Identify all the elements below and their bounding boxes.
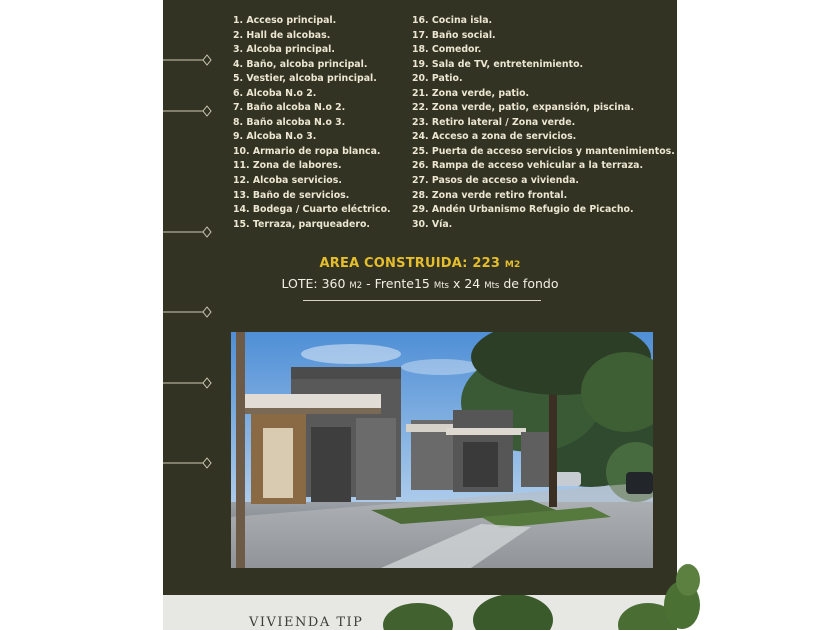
legend-item: 18. Comedor. [412,44,482,56]
legend-item: 30. Vía. [412,218,453,230]
legend-item: 25. Puerta de acceso servicios y mantenimientos. [412,145,675,157]
lot-front: - Frente15 [362,276,430,291]
foliage-right-decoration [660,550,700,630]
legend-item: 1. Acceso principal. [233,15,337,26]
legend-item: 10. Armario de ropa blanca. [233,145,381,157]
house-rendering-image [231,332,653,568]
brochure-panel [163,0,677,630]
lot-unit-mts-depth: Mts [484,281,500,291]
lot-unit-m2: M2 [349,281,363,291]
built-area-heading [163,256,677,271]
built-area-label: AREA CONSTRUIDA: 223 [319,256,501,271]
legend-item: 5. Vestier, alcoba principal. [233,73,377,85]
legend-item: 22. Zona verde, patio, expansión, piscina. [412,102,635,114]
footer-title: VIVIENDA TIP [249,615,364,630]
foliage-decoration [163,595,677,630]
legend-item: 28. Zona verde retiro frontal. [412,189,568,201]
legend-item: 29. Andén Urbanismo Refugio de Picacho. [412,204,634,216]
legend-item: 17. Baño social. [412,29,496,41]
legend-list-right [412,14,675,232]
footer-banner [163,595,677,630]
legend-item: 14. Bodega / Cuarto eléctrico. [233,204,391,216]
built-area-unit: M2 [504,260,521,270]
legend-item: 3. Alcoba principal. [233,44,335,56]
legend-item: 23. Retiro lateral / Zona verde. [412,116,576,128]
legend-item: 2. Hall de alcobas. [233,29,331,41]
lot-dimensions [163,276,677,291]
lot-prefix: LOTE: 360 [281,276,346,291]
legend-list-left [233,14,391,232]
legend-item: 7. Baño alcoba N.o 2. [233,102,346,114]
legend-item: 9. Alcoba N.o 3. [233,131,317,143]
divider-line [303,300,541,301]
legend-item: 8. Baño alcoba N.o 3. [233,116,346,128]
legend-item: 6. Alcoba N.o 2. [233,87,317,99]
legend-item: 21. Zona verde, patio. [412,87,530,99]
decorative-guide-lines [163,0,223,500]
lot-unit-mts-front: Mts [433,281,449,291]
legend-item: 15. Terraza, parqueadero. [233,218,370,230]
legend-item: 4. Baño, alcoba principal. [233,58,368,70]
legend-item: 26. Rampa de acceso vehicular a la terraza. [412,160,644,172]
legend-item: 11. Zona de labores. [233,160,342,172]
legend-item: 16. Cocina isla. [412,15,493,26]
legend-item: 24. Acceso a zona de servicios. [412,131,577,143]
legend-item: 20. Patio. [412,73,463,85]
legend-item: 12. Alcoba servicios. [233,175,342,187]
legend-item: 19. Sala de TV, entretenimiento. [412,58,584,70]
lot-depth: x 24 [452,276,481,291]
legend-item: 27. Pasos de acceso a vivienda. [412,175,579,187]
lot-suffix: de fondo [503,276,559,291]
legend-item: 13. Baño de servicios. [233,189,350,201]
